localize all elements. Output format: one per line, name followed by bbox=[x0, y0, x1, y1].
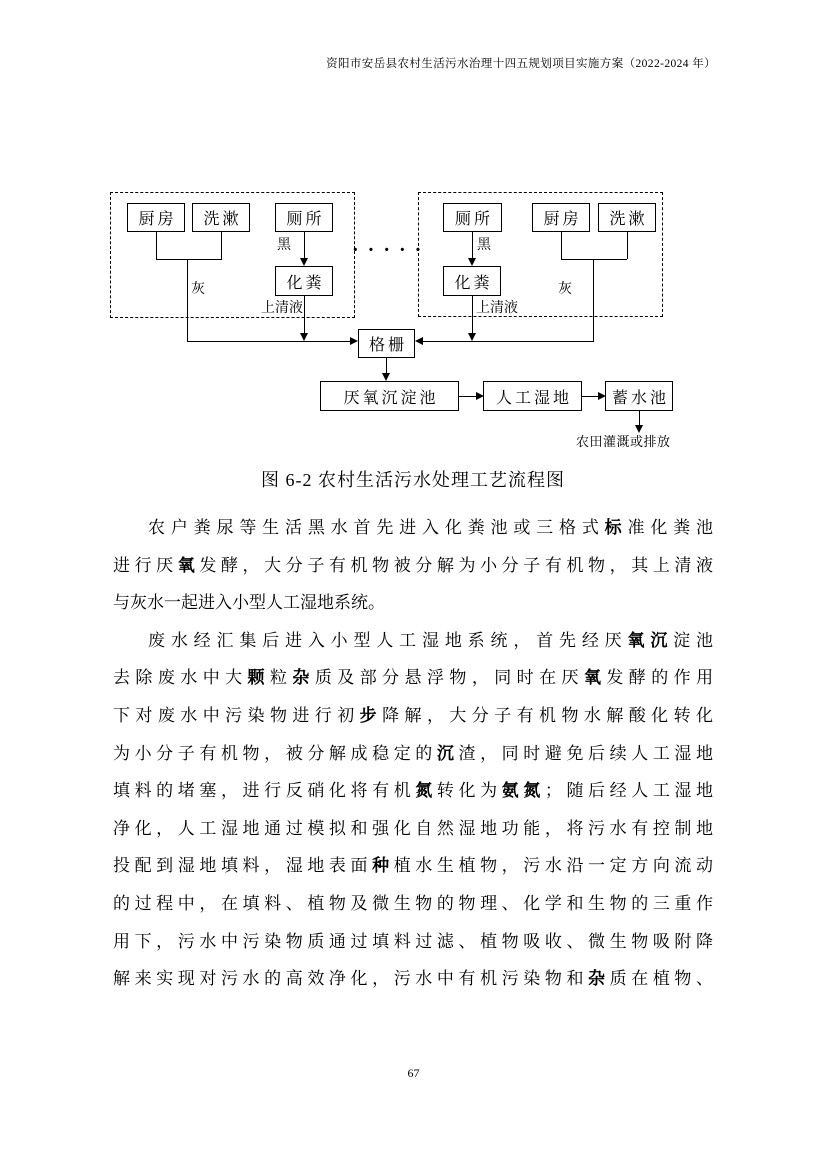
body-segment: 填料的堵塞，进行反硝化将有机 bbox=[113, 781, 416, 801]
node-label: 蓄水池 bbox=[611, 389, 669, 407]
node-label: 厕所 bbox=[454, 211, 493, 228]
node-grate bbox=[358, 329, 415, 358]
node-label: 洗漱 bbox=[609, 211, 648, 228]
body-segment: ；随后经人工湿地 bbox=[544, 781, 714, 801]
body-segment: 农户粪尿等生活黑水首先进入化粪池或三格式 bbox=[148, 518, 605, 537]
body-segment-bold: 杂 bbox=[588, 969, 610, 989]
body-line bbox=[113, 885, 713, 923]
body-segment: 去除废水中大 bbox=[113, 668, 248, 688]
page-number: 67 bbox=[407, 1066, 420, 1080]
node-label: 化粪 bbox=[286, 274, 325, 292]
node-label: 洗漱 bbox=[203, 211, 242, 228]
flow-line-gray-right bbox=[593, 259, 594, 341]
body-line bbox=[113, 659, 713, 697]
page-header: 资阳市安岳县农村生活污水治理十四五规划项目实施方案（2022-2024 年） bbox=[326, 58, 716, 70]
flow-line-collector-right bbox=[423, 341, 594, 342]
body-segment-bold: 沉 bbox=[436, 743, 459, 763]
label-gray-water-right: 灰 bbox=[558, 282, 572, 297]
label-black-water-right: 黑 bbox=[477, 238, 491, 253]
body-segment: 废水经汇集后进入小型人工湿地系统，首先经厌 bbox=[148, 630, 628, 650]
body-segment-bold: 氨氮 bbox=[501, 781, 545, 801]
flow-line-reservoir-down bbox=[639, 411, 640, 425]
body-text bbox=[113, 509, 713, 998]
node-label: 厌氧沉淀池 bbox=[343, 389, 439, 407]
node-washing-right bbox=[598, 203, 656, 232]
arrowhead-down bbox=[300, 333, 308, 341]
flow-line bbox=[156, 259, 222, 260]
body-segment: 用下，污水中污染物质通过填料过滤、植物吸收、微生物吸附降 bbox=[113, 931, 713, 951]
body-segment: 为小分子有机物，被分解成稳定的 bbox=[113, 743, 437, 763]
flow-line-supernatant-left bbox=[304, 296, 305, 333]
figure-caption: 图 6-2 农村生活污水处理工艺流程图 bbox=[261, 470, 565, 490]
flow-line-black-right bbox=[472, 232, 473, 258]
body-segment: 净化，人工湿地通过模拟和强化自然湿地功能，将污水有控制地 bbox=[113, 818, 713, 838]
body-segment: 投配到湿地填料，湿地表面 bbox=[113, 856, 373, 876]
body-segment-bold: 氧沉 bbox=[627, 630, 674, 650]
label-supernatant-left: 上清液 bbox=[261, 301, 303, 316]
body-segment-bold: 步 bbox=[359, 705, 383, 725]
body-segment-bold: 种 bbox=[372, 856, 394, 876]
flow-line bbox=[582, 396, 598, 397]
body-segment: 质及部分悬浮物，同时在厌 bbox=[314, 668, 584, 688]
body-segment: 与灰水一起进入小型人工湿地系统。 bbox=[113, 593, 385, 613]
body-segment: 质在植物、 bbox=[609, 969, 714, 989]
body-segment: 发酵的作用 bbox=[606, 668, 714, 688]
arrowhead-right bbox=[350, 337, 358, 345]
body-line bbox=[113, 810, 713, 848]
flow-line bbox=[561, 259, 627, 260]
body-segment: 植水生植物，污水沿一定方向流动 bbox=[393, 856, 714, 876]
body-segment-bold: 氧 bbox=[177, 555, 200, 575]
body-line bbox=[113, 960, 713, 998]
flow-line-supernatant-right bbox=[472, 296, 473, 333]
arrowhead-down bbox=[468, 333, 476, 341]
body-segment-bold: 颗 bbox=[247, 668, 270, 688]
arrowhead-down bbox=[468, 258, 476, 266]
flow-line bbox=[221, 232, 222, 259]
body-segment: 解来实现对污水的高效净化，污水中有机污染物和 bbox=[113, 969, 589, 989]
label-gray-water-left: 灰 bbox=[191, 282, 205, 297]
flow-line bbox=[627, 232, 628, 259]
body-line bbox=[113, 509, 713, 547]
flow-line-black-left bbox=[304, 232, 305, 258]
body-segment: 降解，大分子有机物水解酸化转化 bbox=[382, 705, 714, 725]
node-kitchen-left bbox=[127, 203, 185, 232]
node-toilet-right bbox=[443, 203, 502, 232]
body-line bbox=[113, 697, 713, 735]
label-outfall: 农田灌溉或排放 bbox=[576, 434, 671, 449]
flow-line-grate-down bbox=[386, 358, 387, 373]
node-reservoir bbox=[605, 381, 673, 411]
body-segment-bold: 氧 bbox=[583, 668, 607, 688]
node-label: 格栅 bbox=[368, 337, 407, 354]
node-anaerobic-tank bbox=[320, 381, 459, 411]
body-segment: 粒 bbox=[269, 668, 293, 688]
body-segment-bold: 杂 bbox=[292, 668, 315, 688]
body-segment: 的过程中，在填料、植物及微生物的物理、化学和生物的三重作 bbox=[113, 893, 713, 913]
arrowhead-down bbox=[382, 373, 390, 381]
body-line bbox=[113, 547, 713, 585]
body-segment: 发酵，大分子有机物被分解为小分子有机物，其上清液 bbox=[199, 555, 714, 575]
label-black-water-left: 黑 bbox=[277, 238, 291, 253]
flow-line-gray-left bbox=[187, 259, 188, 341]
body-line bbox=[113, 923, 713, 961]
body-segment: 准化粪池 bbox=[627, 518, 714, 537]
arrowhead-down bbox=[635, 425, 643, 433]
arrowhead-right bbox=[476, 392, 484, 400]
flow-line-collector-left bbox=[187, 341, 350, 342]
body-segment: 下对废水中污染物进行初 bbox=[113, 705, 360, 725]
node-label: 厨房 bbox=[543, 211, 582, 228]
node-toilet-left bbox=[275, 203, 333, 232]
body-line bbox=[113, 772, 713, 810]
body-line bbox=[113, 584, 713, 622]
flow-line bbox=[561, 232, 562, 259]
body-line bbox=[113, 735, 713, 773]
node-septic-left bbox=[275, 266, 333, 296]
node-constructed-wetland bbox=[483, 381, 582, 411]
node-washing-left bbox=[192, 203, 250, 232]
body-segment-bold: 氮 bbox=[415, 781, 437, 801]
node-label: 厕所 bbox=[286, 211, 325, 228]
node-septic-right bbox=[443, 266, 501, 296]
body-line bbox=[113, 622, 713, 660]
flow-line bbox=[459, 396, 476, 397]
ellipsis-dots: ····· bbox=[352, 239, 431, 261]
node-label: 厨房 bbox=[138, 211, 177, 228]
body-segment: 渣，同时避免后续人工湿地 bbox=[458, 743, 714, 763]
node-kitchen-right bbox=[532, 203, 590, 232]
node-label: 化粪 bbox=[454, 274, 493, 292]
arrowhead-right bbox=[598, 392, 606, 400]
body-segment: 淀池 bbox=[673, 630, 714, 650]
node-label: 人工湿地 bbox=[495, 389, 572, 407]
flow-line bbox=[156, 232, 157, 259]
body-segment-bold: 标 bbox=[604, 518, 628, 537]
body-line bbox=[113, 847, 713, 885]
body-segment: 转化为 bbox=[436, 781, 502, 801]
arrowhead-down bbox=[300, 258, 308, 266]
label-supernatant-right: 上清液 bbox=[476, 301, 518, 316]
arrowhead-left bbox=[415, 337, 423, 345]
body-segment: 进行厌 bbox=[113, 555, 178, 575]
